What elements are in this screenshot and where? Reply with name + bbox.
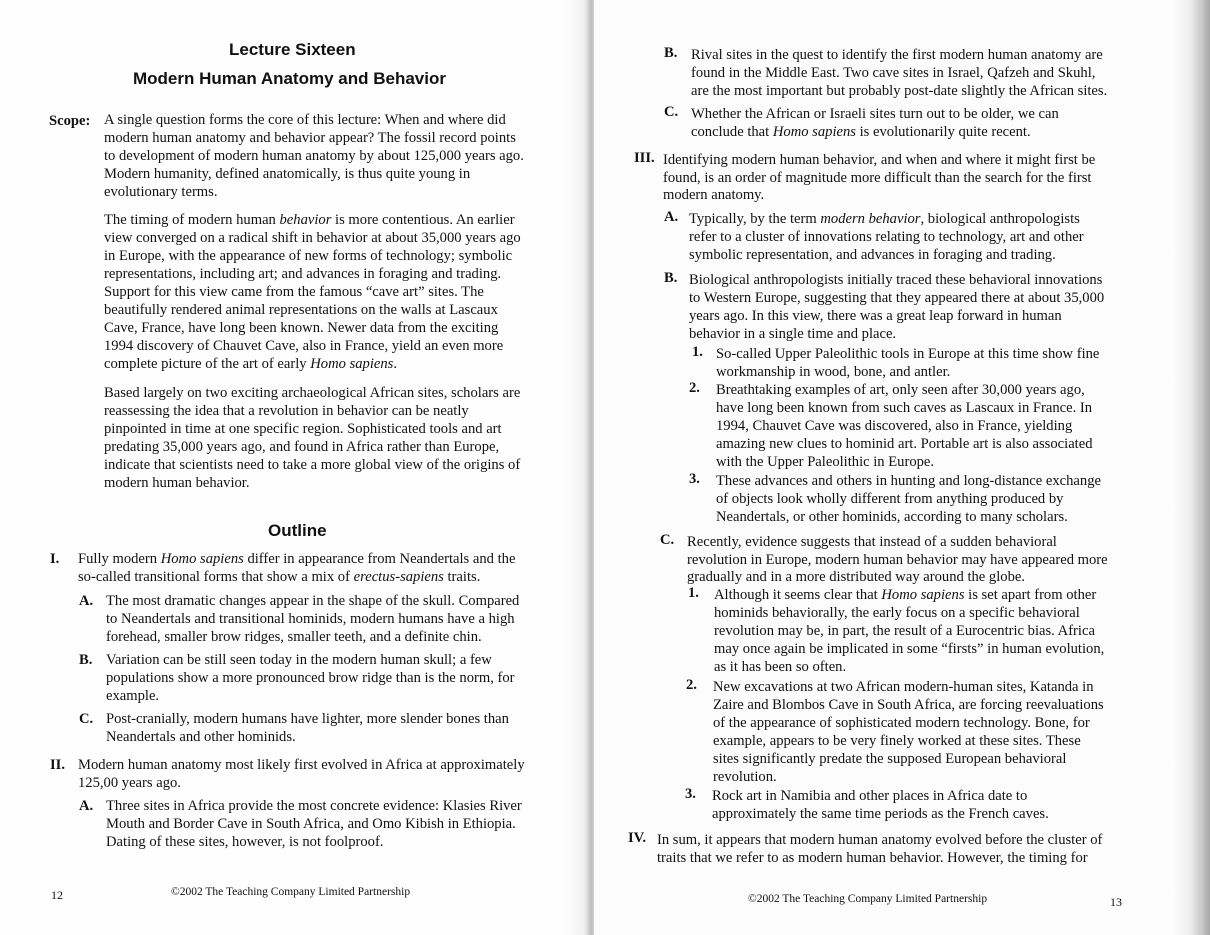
text-line: Typically, by the term modern behavior, biological anthropologists bbox=[689, 211, 1080, 227]
text-line: pinpointed in time at one specific region. Sophisticated tools and art bbox=[104, 421, 502, 437]
text-line: Rival sites in the quest to identify the first modern human anatomy are bbox=[691, 47, 1103, 63]
outline-marker: C. bbox=[79, 711, 94, 727]
text-line: found in the Middle East. Two cave sites in Israel, Qafzeh and Skuhl, bbox=[691, 65, 1096, 81]
outline-marker: 3. bbox=[689, 471, 700, 487]
text-line: of the appearance of sophisticated modern technology. Bone, for bbox=[713, 715, 1090, 731]
outline-marker: 3. bbox=[685, 786, 696, 802]
outline-marker: B. bbox=[664, 45, 678, 61]
text-line: These advances and others in hunting and long-distance exchange bbox=[716, 473, 1101, 489]
page-edge bbox=[1170, 0, 1210, 935]
text-line: years ago. In this view, there was a great leap forward in human bbox=[689, 308, 1062, 324]
text-line: forehead, smaller brow ridges, smaller teeth, and a definite chin. bbox=[106, 629, 482, 645]
scope-label: Scope: bbox=[49, 113, 91, 129]
text-line: Whether the African or Israeli sites turn out to be older, we can bbox=[691, 106, 1059, 122]
text-line: Modern humanity, defined anatomically, is thus quite young in bbox=[104, 166, 471, 182]
italic-term: Homo sapiens bbox=[772, 124, 856, 140]
text-line: workmanship in wood, bone, and antler. bbox=[716, 364, 951, 380]
text-line: revolution in Europe, modern human behavior may have appeared more bbox=[687, 552, 1108, 568]
outline-marker: B. bbox=[664, 270, 678, 286]
text-line: so-called transitional forms that show a mix of erectus-sapiens traits. bbox=[78, 569, 481, 585]
right-page bbox=[594, 0, 1210, 935]
outline-marker: A. bbox=[79, 798, 94, 814]
text-line: traits that we refer to as modern human behavior. However, the timing for bbox=[657, 850, 1088, 866]
text-line: Fully modern Homo sapiens differ in appearance from Neandertals and the bbox=[78, 551, 516, 567]
text-line: Recently, evidence suggests that instead of a sudden behavioral bbox=[687, 534, 1057, 550]
text-line: Support for this view came from the famous “cave art” sites. The bbox=[104, 284, 484, 300]
outline-marker: 1. bbox=[692, 344, 703, 360]
text-line: A single question forms the core of this lecture: When and where did bbox=[104, 112, 506, 128]
text-line: 1994, Chauvet Cave was discovered, also in France, yielding bbox=[716, 418, 1073, 434]
outline-marker: II. bbox=[50, 757, 66, 773]
outline-marker: 1. bbox=[688, 585, 699, 601]
text-line: modern human behavior. bbox=[104, 475, 250, 491]
italic-term: erectus-sapiens bbox=[353, 569, 444, 585]
text-line: revolution may be, in part, the result of a Eurocentric bias. Africa bbox=[714, 623, 1095, 639]
outline-marker: A. bbox=[664, 209, 679, 225]
text-line: example. bbox=[106, 688, 160, 704]
text-line: The timing of modern human behavior is more contentious. An earlier bbox=[104, 212, 515, 228]
text-line: Neandertals, or other hominids, according to many scholars. bbox=[716, 509, 1068, 525]
text-line: amazing new clues to hominid art. Portable art is also associated bbox=[716, 436, 1093, 452]
outline-marker: C. bbox=[664, 104, 679, 120]
text-line: Identifying modern human behavior, and when and where it might first be bbox=[663, 152, 1096, 168]
text-line: Three sites in Africa provide the most concrete evidence: Klasies River bbox=[106, 798, 522, 814]
text-line: evolutionary terms. bbox=[104, 184, 218, 200]
text-line: approximately the same time periods as the French caves. bbox=[712, 806, 1049, 822]
text-line: Post-cranially, modern humans have lighter, more slender bones than bbox=[106, 711, 509, 727]
text-line: refer to a cluster of innovations relating to technology, art and other bbox=[689, 229, 1084, 245]
text-line: Dating of these sites, however, is not foolproof. bbox=[106, 834, 384, 850]
text-line: view converged on a radical shift in behavior at about 35,000 years ago bbox=[104, 230, 521, 246]
text-line: Zaire and Blombos Cave in South Africa, are forcing reevaluations bbox=[713, 697, 1104, 713]
text-line: Variation can be still seen today in the modern human skull; a few bbox=[106, 652, 492, 668]
text-line: 125,00 years ago. bbox=[78, 775, 181, 791]
italic-term: behavior bbox=[279, 212, 332, 228]
text-line: hominids behaviorally, the early focus on a specific behavioral bbox=[714, 605, 1080, 621]
outline-marker: C. bbox=[660, 532, 675, 548]
lecture-subtitle: Modern Human Anatomy and Behavior bbox=[133, 69, 446, 88]
text-line: Mouth and Border Cave in South Africa, and Omo Kibish in Ethiopia. bbox=[106, 816, 516, 832]
italic-term: modern behavior bbox=[820, 211, 921, 227]
lecture-title: Lecture Sixteen bbox=[229, 40, 356, 59]
text-line: behavior in a single time and place. bbox=[689, 326, 897, 342]
outline-marker: A. bbox=[79, 593, 94, 609]
text-line: Modern human anatomy most likely first evolved in Africa at approximately bbox=[78, 757, 525, 773]
outline-marker: 2. bbox=[686, 677, 697, 693]
text-line: Although it seems clear that Homo sapiens is set apart from other bbox=[714, 587, 1097, 603]
page-number: 12 bbox=[51, 888, 63, 902]
text-line: New excavations at two African modern-human sites, Katanda in bbox=[713, 679, 1094, 695]
text-line: Rock art in Namibia and other places in Africa date to bbox=[712, 788, 1028, 804]
text-line: reassessing the idea that a revolution in behavior can be neatly bbox=[104, 403, 469, 419]
left-page bbox=[0, 0, 592, 935]
outline-marker: I. bbox=[50, 551, 60, 567]
page-footer: ©2002 The Teaching Company Limited Partnership bbox=[748, 893, 988, 905]
text-line: may once again be implicated in some “firsts” in human evolution, bbox=[714, 641, 1105, 657]
text-line: to Neandertals and transitional hominids, modern humans have a high bbox=[106, 611, 515, 627]
italic-term: Homo sapiens bbox=[881, 587, 965, 603]
text-line: example, appears to be very finely worked at these sites. These bbox=[713, 733, 1081, 749]
text-line: gradually and in a more distributed way around the globe. bbox=[687, 569, 1025, 585]
text-line: found, is an order of magnitude more difficult than the search for the first bbox=[663, 170, 1092, 186]
text-line: in Europe, with the appearance of new forms of technology; symbolic bbox=[104, 248, 513, 264]
page-footer: ©2002 The Teaching Company Limited Partnership bbox=[171, 886, 411, 898]
text-line: predating 35,000 years ago, and found in Africa rather than Europe, bbox=[104, 439, 500, 455]
text-line: of objects look wholly different from anything produced by bbox=[716, 491, 1064, 507]
text-line: revolution. bbox=[713, 769, 777, 785]
text-line: Neandertals and other hominids. bbox=[106, 729, 296, 745]
text-line: complete picture of the art of early Homo sapiens. bbox=[104, 356, 398, 372]
text-line: So-called Upper Paleolithic tools in Europe at this time show fine bbox=[716, 346, 1100, 362]
text-line: Based largely on two exciting archaeological African sites, scholars are bbox=[104, 385, 521, 401]
text-line: modern human anatomy and behavior appear? The fossil record points bbox=[104, 130, 516, 146]
text-line: In sum, it appears that modern human anatomy evolved before the cluster of bbox=[657, 832, 1103, 848]
text-line: with the Upper Paleolithic in Europe. bbox=[716, 454, 935, 470]
text-line: to Western Europe, suggesting that they appeared there at about 35,000 bbox=[689, 290, 1105, 306]
text-line: 1994 discovery of Chauvet Cave, also in France, yield an even more bbox=[104, 338, 504, 354]
text-line: symbolic representation, and advances in foraging and trading. bbox=[689, 247, 1056, 263]
text-line: Cave, France, have long been known. Newer data from the exciting bbox=[104, 320, 499, 336]
text-line: conclude that Homo sapiens is evolutionarily quite recent. bbox=[691, 124, 1031, 140]
text-line: beautifully rendered animal representations on the walls at Lascaux bbox=[104, 302, 498, 318]
text-line: as it has been so often. bbox=[714, 659, 847, 675]
italic-term: Homo sapiens bbox=[310, 356, 394, 372]
text-line: modern anatomy. bbox=[663, 187, 765, 203]
text-line: Breathtaking examples of art, only seen after 30,000 years ago, bbox=[716, 382, 1085, 398]
italic-term: Homo sapiens bbox=[160, 551, 244, 567]
text-line: have long been known from such caves as Lascaux in France. In bbox=[716, 400, 1093, 416]
text-line: The most dramatic changes appear in the shape of the skull. Compared bbox=[106, 593, 520, 609]
text-line: indicate that scientists need to take a more global view of the origins of bbox=[104, 457, 521, 473]
outline-heading: Outline bbox=[268, 521, 327, 540]
outline-marker: III. bbox=[634, 150, 655, 166]
text-line: representations, including art; and advances in foraging and trading. bbox=[104, 266, 502, 282]
outline-marker: 2. bbox=[689, 380, 700, 396]
page-number: 13 bbox=[1110, 895, 1122, 909]
text-line: populations show a more pronounced brow ridge than is the norm, for bbox=[106, 670, 515, 686]
text-line: to development of modern human anatomy by about 125,000 years ago. bbox=[104, 148, 524, 164]
text-line: are the most important but probably post-date slightly the African sites. bbox=[691, 83, 1108, 99]
text-line: Biological anthropologists initially traced these behavioral innovations bbox=[689, 272, 1103, 288]
outline-marker: IV. bbox=[628, 830, 646, 846]
outline-marker: B. bbox=[79, 652, 93, 668]
text-line: sites significantly predate the supposed European behavioral bbox=[713, 751, 1067, 767]
